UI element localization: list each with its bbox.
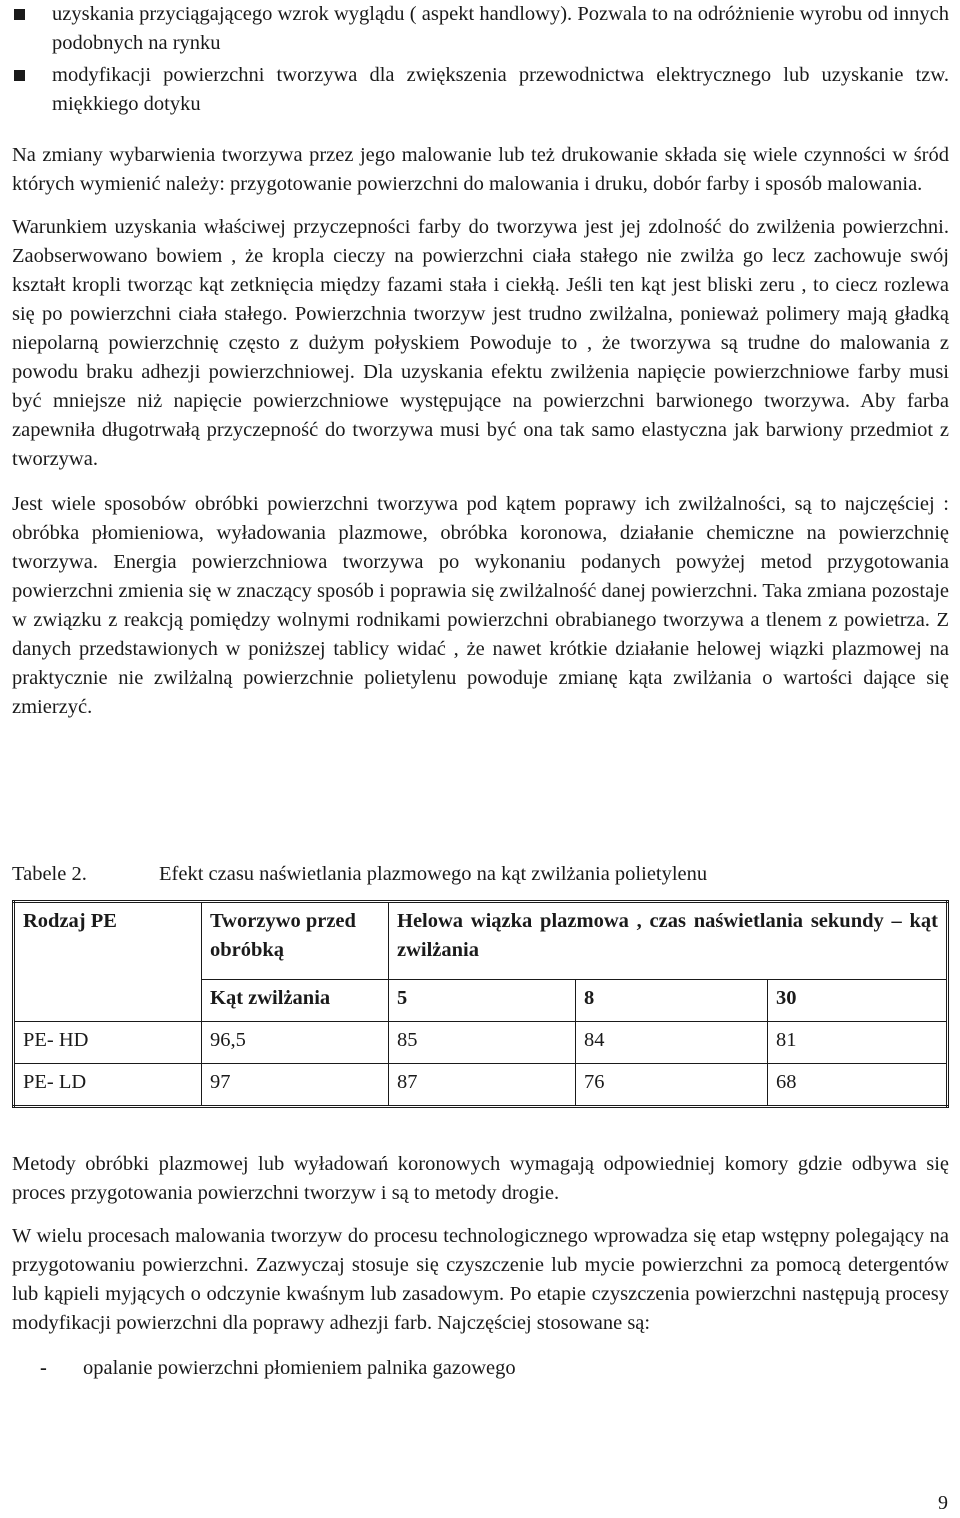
paragraph: Metody obróbki plazmowej lub wyładowań koronowych wymagają odpowiedniej komory gdzie odbywa się proces przygotowania powierzchni tworzyw i są to metody drogie.: [12, 1153, 949, 1204]
paragraph: Na zmiany wybarwienia tworzywa przez jego malowanie lub też drukowanie składa się wiele czynności w śród których wymienić należy: przygotowanie powierzchni do malowania i druku, dobór farby i sposób malowania.: [12, 144, 949, 195]
paragraph: Jest wiele sposobów obróbki powierzchni tworzywa pod kątem poprawy ich zwilżalności, są to najczęściej : obróbka płomieniowa, wyładowania plazmowe, obróbka koronowa, działanie chemiczne na powierzchnię tworzywa. Energia powierzchniowa tworzywa po wykonaniu podanych powyżej metod przygotowania powierzchni zmienia się w znaczący sposób i poprawia się zwilżalność danej powierzchni. Taka zmiana pozostaje w związku z reakcją pomiędzy wolnymi rodnikami powierzchni obrabianego tworzywa a tlenem z powietrza. Z danych przedstawionych w poniższej tablicy widać , że nawet krótkie działanie helowej wiązki plazmowej na praktycznie nie zwilżalną powierzchnie polietylenu powoduje zmianę kąta zwilżania o wartości dające się zmierzyć.: [12, 493, 949, 718]
table-row: [14, 1064, 948, 1107]
table-cell: 97: [202, 1064, 389, 1107]
square-bullet-icon: [14, 9, 25, 20]
paragraph: Warunkiem uzyskania właściwej przyczepności farby do tworzywa jest jej zdolność do zwilżenia powierzchni. Zaobserwowano bowiem , że kropla cieczy na powierzchni ciała stałego nie zwilża go lecz zachowuje swój kształt kropli tworząc kąt zetknięcia między fazami stała i ciekłą. Jeśli ten kąt jest bliski zeru , to ciecz rozlewa się po powierzchni ciała stałego. Powierzchnia tworzyw jest trudno zwilżalna, ponieważ polimery mają gładką niepolarną powierzchnię często z dużym połyskiem Powoduje to , że tworzywa są trudne do malowania z powodu braku adhezji powierzchniowej. Dla uzyskania efektu zwilżenia napięcie powierzchniowe farby musi być mniejsze niż napięcie powierzchniowe występujące na powierzchni barwionego tworzywa. Aby farba zapewniła długotrwałą przyczepność do tworzywa musi być ona tak samo elastyczna jak barwiony przedmiot z tworzywa.: [12, 216, 949, 470]
table-cell: 76: [576, 1064, 768, 1107]
square-bullet-icon: [14, 70, 25, 81]
header-cell: Rodzaj PE: [14, 902, 202, 1022]
subheader-cell: 30: [768, 980, 948, 1022]
subheader-cell: 5: [389, 980, 576, 1022]
table-cell: PE- LD: [14, 1064, 202, 1107]
table-row: [14, 1022, 948, 1064]
paragraph: W wielu procesach malowania tworzyw do procesu technologicznego wprowadza się etap wstępny polegający na przygotowaniu powierzchni. Zazwyczaj stosuje się czyszczenie lub mycie powierzchni za pomocą detergentów lub kąpieli myjących o odczynie kwaśnym lub zasadowym. Po etapie czyszczenia powierzchni następują procesy modyfikacji powierzchni dla poprawy adhezji farb. Najczęściej stosowane są:: [12, 1225, 949, 1334]
results-table: [12, 900, 949, 1108]
table-cell: 96,5: [202, 1022, 389, 1064]
document-page: [12, 0, 949, 1379]
list-item: [12, 0, 949, 58]
table-title: Efekt czasu naświetlania plazmowego na kąt zwilżania polietylenu: [159, 863, 708, 885]
header-cell: Helowa wiązka plazmowa , czas naświetlania sekundy – kąt zwilżania: [389, 902, 948, 980]
table-cell: 68: [768, 1064, 948, 1107]
table-cell: 87: [389, 1064, 576, 1107]
header-cell: Tworzywo przed obróbką: [202, 902, 389, 980]
table-cell: 84: [576, 1022, 768, 1064]
dash-bullet: -: [40, 1357, 47, 1379]
table-cell: PE- HD: [14, 1022, 202, 1064]
list-item: [12, 1354, 949, 1383]
table-header-row: [14, 902, 948, 980]
bullet-text: uzyskania przyciągającego wzrok wyglądu ( aspekt handlowy). Pozwala to na odróżnienie wyrobu od innych podobnych na rynku: [52, 3, 949, 54]
list-item-text: opalanie powierzchni płomieniem palnika gazowego: [83, 1357, 516, 1379]
table-cell: 81: [768, 1022, 948, 1064]
list-item: [12, 61, 949, 119]
page-number: 9: [938, 1492, 948, 1514]
bullet-list: [12, 0, 949, 119]
subheader-cell: Kąt zwilżania: [202, 980, 389, 1022]
subheader-cell: 8: [576, 980, 768, 1022]
bullet-text: modyfikacji powierzchni tworzywa dla zwiększenia przewodnictwa elektrycznego lub uzyskanie tzw. miękkiego dotyku: [52, 64, 949, 115]
lower-text-block: [12, 1150, 949, 1383]
table-caption: [12, 860, 949, 890]
table-cell: 85: [389, 1022, 576, 1064]
table-number: Tabele 2.: [12, 863, 87, 885]
